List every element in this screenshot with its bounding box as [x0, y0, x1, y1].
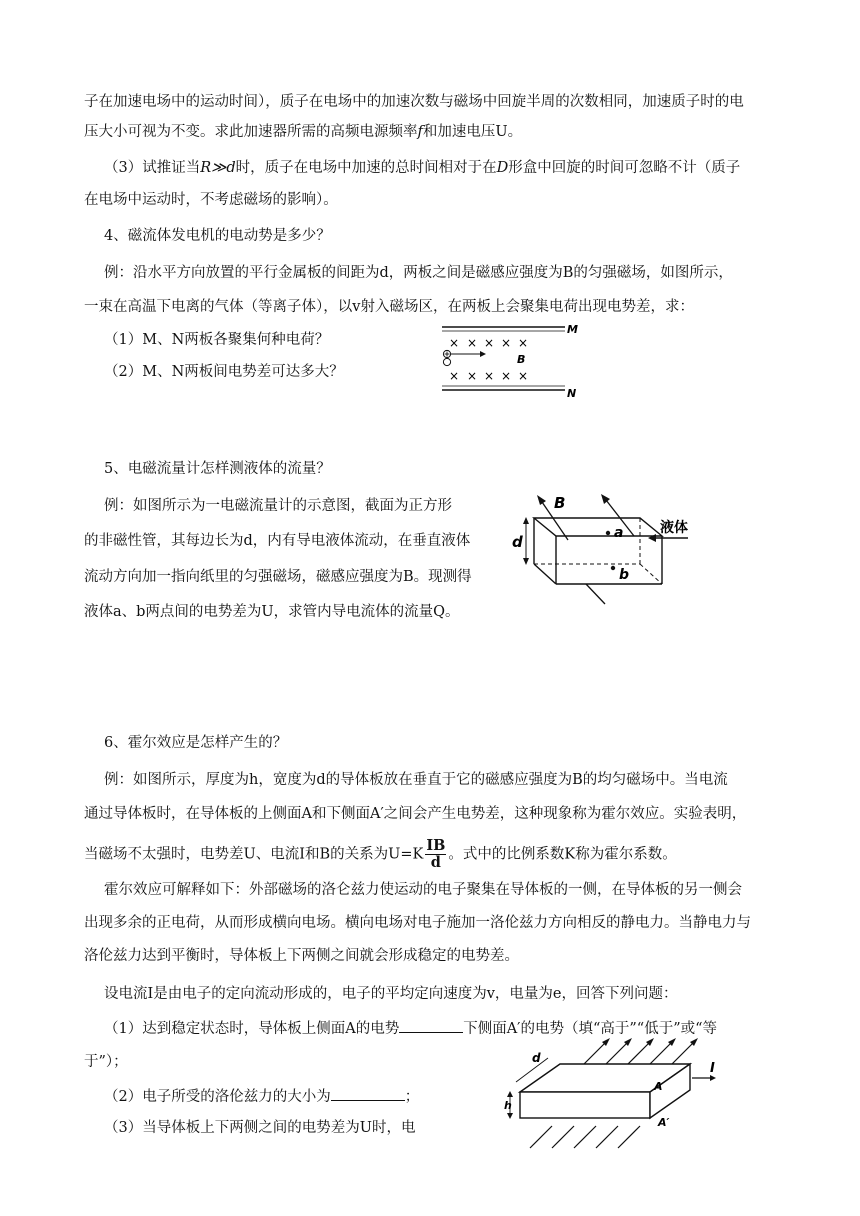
section-4-title: 4、磁流体发电机的电动势是多少？ [104, 228, 331, 244]
b-field-lines-bottom [530, 1126, 640, 1148]
fraction-numerator: IB [426, 837, 446, 854]
label-a: a [614, 525, 624, 541]
label-a-prime: A′ [658, 1116, 670, 1129]
text-span: （3）试推证当 [104, 160, 201, 176]
text-span: 时，质子在电场中加速的总时间相对于在 [235, 160, 497, 176]
cross-row-bottom [449, 369, 528, 383]
b-field-tail [596, 1126, 618, 1148]
cross-mark: × [467, 369, 478, 383]
b-field-tail [574, 1126, 596, 1148]
text-span: ； [404, 1089, 420, 1105]
velocity-arrowhead [480, 351, 486, 357]
cross-mark: × [449, 369, 460, 383]
b-field-arrowheads [602, 1038, 698, 1046]
fraction-ib-over-d [425, 838, 446, 871]
box-hidden-edge [640, 564, 662, 584]
box-top-face [534, 518, 662, 536]
text-span: 形盒中回旋的时间可忽略不计（质子 [508, 160, 741, 176]
b-field-tail [552, 1126, 574, 1148]
section-4-q2: （2）M、N两板间电势差可达多大？ [104, 364, 344, 380]
label-h: h [504, 1099, 512, 1112]
label-d: d [512, 533, 523, 551]
liquid-flow-arrowhead [648, 534, 656, 542]
answer-blank[interactable] [399, 1018, 463, 1033]
label-i: I [710, 1061, 715, 1076]
flowmeter-figure [510, 488, 690, 608]
cross-mark: × [518, 336, 529, 350]
b-field-tail [618, 1126, 640, 1148]
text-line: 出现多余的正电荷，从而形成横向电场。横向电场对电子施加一洛伦兹力方向相反的静电力。当静电力与 [84, 915, 751, 931]
text-line: 例：如图所示，厚度为h，宽度为d的导体板放在垂直于它的磁感应强度为B的均匀磁场中。当电流 [104, 772, 728, 788]
section-5-title: 5、电磁流量计怎样测液体的流量？ [104, 461, 331, 477]
text-line: 霍尔效应可解释如下：外部磁场的洛仑兹力使运动的电子聚集在导体板的一侧，在导体板的另一侧会 [104, 882, 742, 898]
negative-ion [443, 358, 450, 365]
cross-row-top [449, 336, 528, 350]
b-field-tail [530, 1126, 552, 1148]
text-line: 例：如图所示为一电磁流量计的示意图，截面为正方形 [104, 498, 452, 514]
text-line: 在电场中运动时，不考虑磁场的影响）。 [84, 192, 338, 208]
text-span: 当磁场不太强时，电势差U、电流I和B的关系为U=K [84, 846, 424, 863]
label-b: B [517, 353, 526, 366]
label-n: N [567, 387, 577, 400]
answer-blank[interactable] [331, 1086, 405, 1101]
d-arrowhead [523, 558, 529, 565]
h-arrowhead [507, 1091, 513, 1097]
b-field-tail [586, 584, 605, 604]
text-line: 一束在高温下电离的气体（等离子体），以v射入磁场区，在两板上会聚集电荷出现电势差，求： [84, 299, 694, 315]
label-a: A [654, 1080, 663, 1093]
text-line: 子在加速电场中的运动时间），质子在电场中的加速次数与磁场中回旋半周的次数相同，加速质子时的电 [84, 94, 744, 110]
section-6-q2 [104, 1086, 419, 1107]
point-b [611, 566, 615, 570]
d-arrowhead [523, 517, 529, 524]
text-line [84, 838, 677, 871]
hall-effect-figure [496, 1020, 726, 1160]
text-span: 压大小可视为不变。求此加速器所需的高频电源频率 [84, 124, 418, 140]
text-span: 下侧面A′的电势（填“高于”“低于”或“等 [463, 1021, 718, 1037]
text-line: 通过导体板时，在导体板的上侧面A和下侧面A′之间会产生电势差，这种现象称为霍尔效应。实验表明， [84, 806, 747, 822]
text-span: 。式中的比例系数K称为霍尔系数。 [448, 846, 677, 863]
text-line: 设电流I是由电子的定向流动形成的，电子的平均定向速度为v，电量为e，回答下列问题： [104, 986, 678, 1002]
cross-mark: × [501, 336, 512, 350]
text-line: 例：沿水平方向放置的平行金属板的间距为d，两板之间是磁感应强度为B的匀强磁场，如图所示， [104, 265, 733, 281]
cross-mark: × [467, 336, 478, 350]
b-field-arrowhead [537, 495, 546, 505]
section-6-q3: （3）当导体板上下两侧之间的电势差为U时，电 [104, 1120, 416, 1136]
box-edge [534, 564, 556, 584]
text-line [84, 122, 522, 142]
text-line: 的非磁性管，其每边长为d，内有导电液体流动，在垂直液体 [84, 533, 471, 549]
cross-mark: × [484, 369, 495, 383]
label-b-point: b [619, 567, 630, 583]
h-arrowhead [507, 1113, 513, 1119]
symbol-D: D [496, 160, 509, 176]
point-a [606, 531, 610, 535]
cross-mark: × [449, 336, 460, 350]
label-d: d [532, 1051, 541, 1065]
text-line: 流动方向加一指向纸里的匀强磁场，磁感应强度为B。现测得 [84, 569, 472, 585]
cross-mark: × [484, 336, 495, 350]
cross-mark: × [518, 369, 529, 383]
symbol-r-gg-d: R≫d [200, 160, 236, 176]
label-m: M [567, 323, 578, 336]
mhd-generator-figure [440, 322, 580, 398]
text-span: （2）电子所受的洛伦兹力的大小为 [104, 1089, 331, 1105]
label-liquid: 液体 [660, 520, 688, 536]
fraction-denominator: d [430, 854, 441, 871]
plate-front-face [520, 1092, 650, 1118]
section-4-q1: （1）M、N两板各聚集何种电荷？ [104, 332, 330, 348]
question-3 [104, 158, 740, 178]
symbol-f: f [417, 124, 423, 140]
text-line: 洛伦兹力达到平衡时，导体板上下两侧之间就会形成稳定的电势差。 [84, 948, 519, 964]
text-span: （1）达到稳定状态时，导体板上侧面A的电势 [104, 1021, 400, 1037]
cross-mark: × [501, 369, 512, 383]
text-span: 和加速电压U。 [422, 124, 523, 140]
label-b: B [554, 494, 566, 512]
section-6-title: 6、霍尔效应是怎样产生的？ [104, 735, 288, 751]
text-line: 液体a、b两点间的电势差为U，求管内导电流体的流量Q。 [84, 604, 460, 620]
text-line: 于”）； [84, 1054, 128, 1070]
